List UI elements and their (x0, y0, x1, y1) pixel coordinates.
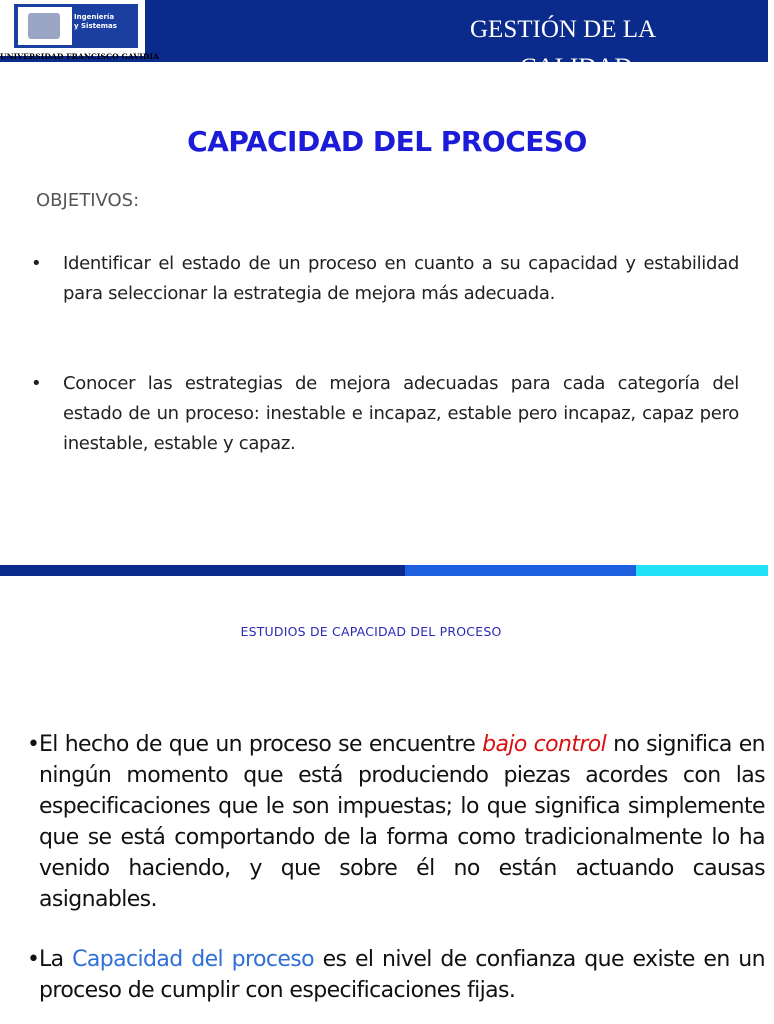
bullet-icon: • (27, 732, 40, 757)
text-run: es el nivel de confianza que existe en un proceso de cumplir con especificaciones fijas. (39, 947, 765, 1003)
section-subheading: ESTUDIOS DE CAPACIDAD DEL PROCESO (240, 624, 502, 639)
divider-dark-segment (0, 565, 405, 576)
objective-text: Identificar el estado de un proceso en cuanto a su capacidad y estabilidad para seleccionar la estrategia de mejora más adecuada. (63, 253, 739, 304)
logo-line-1: Ingeniería (74, 13, 115, 21)
text-run: El hecho de que un proceso se encuentre (39, 732, 483, 757)
slide-title: CAPACIDAD DEL PROCESO (187, 125, 587, 158)
course-title-line-2: CALIDAD (520, 54, 633, 81)
university-name: UNIVERSIDAD FRANCISCO GAVIDIA (0, 52, 160, 61)
divider-light-segment (636, 565, 768, 576)
logo-area (0, 0, 145, 56)
logo-line-2: y Sistemas (74, 22, 117, 30)
objective-bullet (31, 249, 739, 309)
paragraph-bullet (27, 944, 765, 1006)
seal-icon (18, 7, 72, 45)
bullet-icon: • (31, 373, 42, 394)
course-title-overflow (470, 48, 720, 81)
divider-mid-segment (405, 565, 636, 576)
objective-text: Conocer las estrategias de mejora adecuadas para cada categoría del estado de un proceso: inestable e incapaz, estable pero incapaz, capaz pero inestable, estable y capaz. (63, 373, 739, 454)
text-run: La (39, 947, 73, 972)
paragraph-bullet (27, 729, 765, 915)
course-title: GESTIÓN DE LA (470, 16, 657, 43)
paragraph-text (39, 729, 765, 915)
building-icon (28, 13, 60, 39)
text-run: no significa en ningún momento que está produciendo piezas acordes con las especificaciones que le son impuestas; lo que significa simplemente que se está comportando de la forma como tradicionalmente lo ha venido haciendo, y que sobre él no están actuando causas asignables. (39, 732, 765, 912)
bullet-icon: • (27, 947, 40, 972)
logo-text (74, 13, 136, 31)
highlight-bajo-control: bajo control (482, 732, 607, 757)
objectives-label: OBJETIVOS: (36, 190, 140, 211)
highlight-capacidad: Capacidad del proceso (72, 947, 314, 972)
university-logo (14, 4, 138, 48)
bullet-icon: • (31, 253, 42, 274)
objective-bullet (31, 369, 739, 459)
paragraph-text (39, 944, 765, 1006)
